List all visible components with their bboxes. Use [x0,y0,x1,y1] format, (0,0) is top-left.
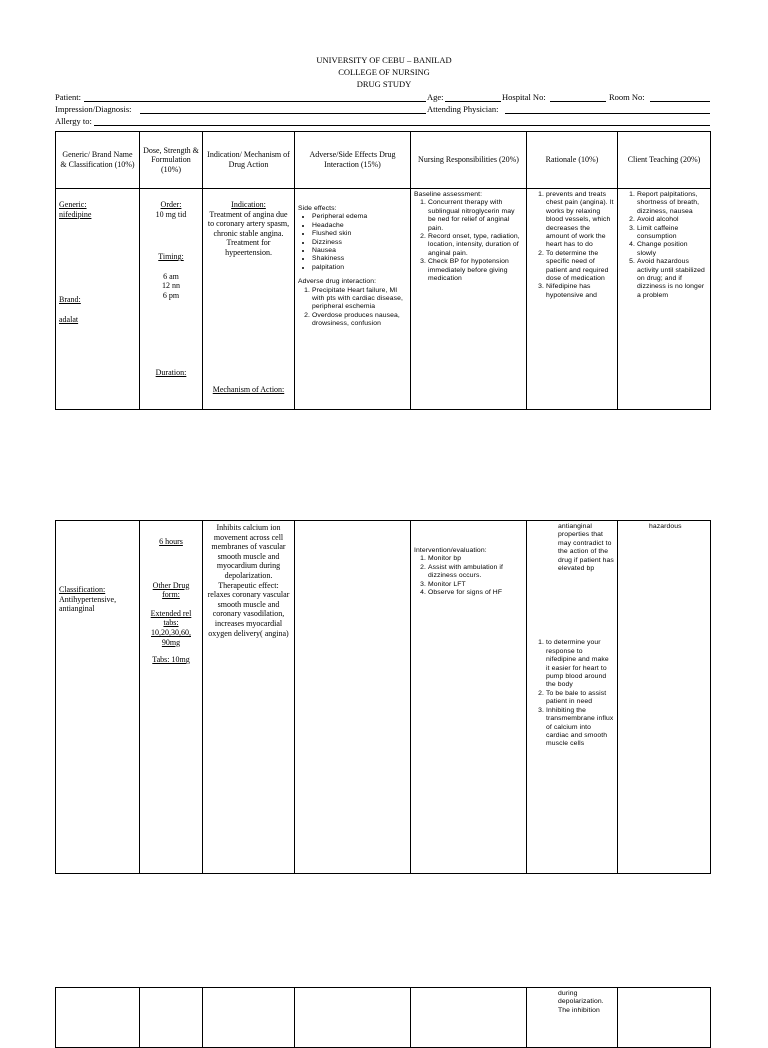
cell-empty [56,988,140,1048]
hospital-no-label: Hospital No: [502,92,546,102]
timing-label: Timing: [158,252,184,262]
baseline-label: Baseline assessment: [414,191,483,198]
brand-label: Brand: [59,295,81,305]
baseline-list [414,199,523,283]
timing-value-3: 6 pm [162,290,180,300]
list-item: 4. Observe for signs of HF [428,589,523,597]
teaching-continued: hazardous [649,523,682,530]
col-header-adverse: Adverse/Side Effects Drug Interaction (15%) [295,132,411,189]
list-item: 1. Precipitate Heart failure, MI with pts with cardiac disease, peripheral eschemia [312,287,407,312]
cell-teaching [618,189,711,410]
room-no-label: Room No: [609,92,645,102]
list-item: 3. Inhibiting the transmembrane influx of calcium into cardiac and smooth muscle cells [546,707,614,749]
age-label: Age: [427,92,444,102]
col-header-rationale: Rationale (10%) [527,132,618,189]
cell-rationale-3 [527,988,618,1048]
drug-study-table-2 [55,520,711,874]
cell-rationale-2 [527,521,618,874]
cell-empty [411,988,527,1048]
intervention-label: Intervention/evaluation: [414,547,487,554]
rationale-continued-2: during depolarization. The inhibition [558,990,604,1014]
side-effects-label: Side effects: [298,205,337,212]
cell-dose [140,189,203,410]
rationale-list [530,191,614,300]
list-item: 3. Limit caffeine consumption [637,225,707,242]
list-item: • Peripheral edema [312,213,407,221]
cell-generic [56,189,140,410]
mechanism-text: Inhibits calcium ion movement across cell membranes of vascular smooth muscle and myocardium during depolarization. Therapeutic effect: relaxes coronary vascular smooth muscle and coronary vasodilation, increases myocardial oxygen delivery( angina) [207,523,290,638]
list-item: • Shakiness [312,255,407,263]
other-form-label: Other Drug form: [152,580,190,600]
room-no-field[interactable] [650,101,710,102]
patient-field[interactable] [84,101,426,102]
list-item: 3. Monitor LFT [428,581,523,589]
rationale-list-2 [530,639,614,748]
allergy-label: Allergy to: [55,116,92,126]
list-item: • palpitation [312,264,407,272]
adverse-list [298,287,407,329]
list-item: 2. To determine the specific need of patient and required dose of medication [546,250,614,284]
col-header-nursing: Nursing Responsibilities (20%) [411,132,527,189]
list-item: 2. Avoid alcohol [637,216,707,224]
list-item: 1. Monitor bp [428,555,523,563]
cell-classification [56,521,140,874]
generic-label: Generic: [59,200,87,209]
cell-empty [140,988,203,1048]
list-item: 1. prevents and treats chest pain (angina). It works by relaxing blood vessels, which decreases the amount of work the heart has to do [546,191,614,250]
list-item: 3. Nifedipine has hypotensive and [546,283,614,300]
mechanism-label: Mechanism of Action: [212,384,285,394]
list-item: 1. Report palpitations, shortness of breath, dizziness, nausea [637,191,707,216]
cell-teaching-2 [618,521,711,874]
rationale-continued: antianginal properties that may contradict to the action of the drug if patient has elevated bp [558,523,614,573]
cell-empty [295,988,411,1048]
list-item: 5. Avoid hazardous activity until stabilized on drug; and if dizziness is no longer a problem [637,258,707,300]
cell-adverse-2 [295,521,411,874]
col-header-dose: Dose, Strength & Formulation (10%) [140,132,203,189]
order-value: 10 mg tid [155,209,187,219]
list-item: • Headache [312,222,407,230]
tabs-value: Tabs: 10mg [152,655,190,665]
attending-label: Attending Physician: [427,104,499,114]
university-name: UNIVERSITY OF CEBU – BANILAD [316,55,452,65]
cell-indication [203,189,295,410]
classification-value: Antihypertensive, antianginal [59,594,117,614]
adverse-label: Adverse drug interaction: [298,278,377,286]
hospital-no-field[interactable] [550,101,606,102]
timing-value-2: 12 nn [162,281,180,291]
generic-value: nifedipine [59,209,92,219]
list-item: 1. to determine your response to nifedipine and make it easier for heart to pump blood around the body [546,639,614,689]
list-item: 2. To be bale to assist patient in need [546,690,614,707]
order-label: Order: [160,200,182,209]
list-item: 4. Change position slowly [637,241,707,258]
col-header-indication: Indication/ Mechanism of Drug Action [203,132,295,189]
timing-value-1: 6 am [163,271,179,281]
patient-label: Patient: [55,92,81,102]
cell-empty [203,988,295,1048]
impression-label: Impression/Diagnosis: [55,104,132,114]
side-effects-list [298,213,407,272]
attending-field[interactable] [505,113,710,114]
list-item: 2. Overdose produces nausea, drowsiness, confusion [312,312,407,329]
list-item: 2. Record onset, type, radiation, location, intensity, duration of anginal pain. [428,233,523,258]
impression-field[interactable] [140,113,426,114]
drug-study-table-3 [55,987,711,1048]
college-name: COLLEGE OF NURSING [338,67,430,77]
cell-intervention [411,521,527,874]
duration-value: 6 hours [159,537,183,546]
age-field[interactable] [445,101,501,102]
brand-value: adalat [59,314,79,324]
cell-rationale [527,189,618,410]
list-item: 3. Check BP for hypotension immediately before giving medication [428,258,523,283]
col-header-generic: Generic/ Brand Name & Classification (10%) [56,132,140,189]
teaching-list [621,191,707,300]
duration-label: Duration: [155,367,187,377]
cell-adverse [295,189,411,410]
classification-label: Classification: [59,585,106,594]
list-item: 1. Concurrent therapy with sublingual nitroglycerin may be ned for relief of anginal pain. [428,199,523,233]
document-title: DRUG STUDY [356,79,412,89]
col-header-teaching: Client Teaching (20%) [618,132,711,189]
list-item: • Flushed skin [312,230,407,238]
allergy-field[interactable] [94,125,710,126]
cell-mechanism [203,521,295,874]
intervention-list [414,555,523,597]
extended-tabs: Extended rel tabs: 10,20,30,60, 90mg [150,608,192,647]
list-item: • Nausea [312,247,407,255]
cell-empty [618,988,711,1048]
cell-nursing [411,189,527,410]
drug-study-table-1 [55,131,711,410]
indication-text: Treatment of angina due to coronary artery spasm, chronic stable angina. Treatment for hypeertension. [207,209,290,257]
list-item: • Dizziness [312,239,407,247]
list-item: 2. Assist with ambulation if dizziness occurs. [428,564,523,581]
cell-dose-2 [140,521,203,874]
indication-label: Indication: [231,200,266,209]
